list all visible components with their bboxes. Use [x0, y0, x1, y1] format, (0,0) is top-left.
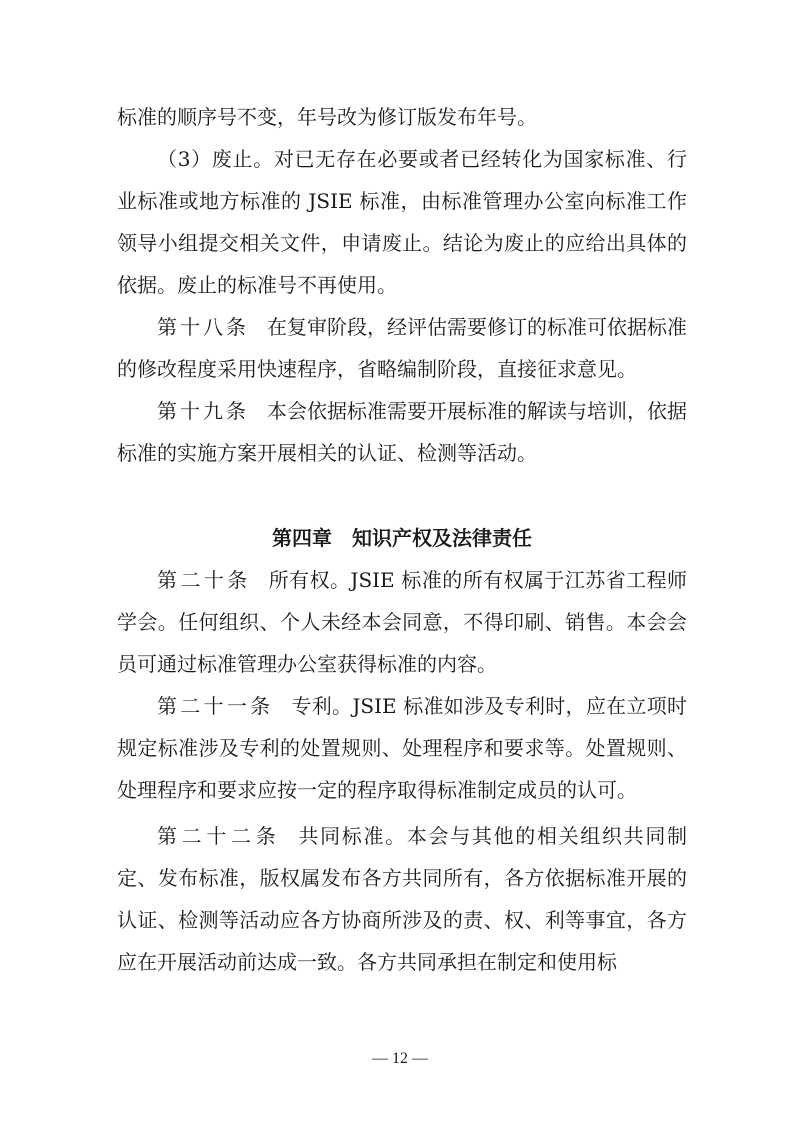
article-20	[117, 559, 687, 685]
article-21	[117, 685, 687, 811]
article-19-text: 本会依据标准需要开展标准的解读与培训，依据标准的实施方案开展相关的认证、检测等活动。	[117, 399, 687, 465]
page-number: — 12 —	[372, 1050, 428, 1067]
article-20-number: 第二十条	[157, 568, 251, 592]
paragraph-continuation: 标准的顺序号不变，年号改为修订版发布年号。	[117, 105, 537, 129]
article-18-text: 在复审阶段，经评估需要修订的标准可依据标准的修改程度采用快速程序，省略编制阶段，直接征求意见。	[117, 315, 687, 381]
article-19-number: 第十九条	[157, 399, 249, 423]
article-21-text: 专利。JSIE 标准如涉及专利时，应在立项时规定标准涉及专利的处置规则、处理程序和要求等。处置规则、处理程序和要求应按一定的程序取得标准制定成员的认可。	[117, 694, 688, 802]
article-22-text: 共同标准。本会与其他的相关组织共同制定、发布标准，版权属发布各方共同所有，各方依据标准开展的认证、检测等活动应各方协商所涉及的责、权、利等事宜，各方应在开展活动前达成一致。各方共同承担在制定和使用标	[117, 824, 688, 974]
body-text-top	[117, 96, 687, 474]
article-20-text: 所有权。JSIE 标准的所有权属于江苏省工程师学会。任何组织、个人未经本会同意，不得印刷、销售。本会会员可通过标准管理办公室获得标准的内容。	[117, 568, 688, 676]
chapter-title: 知识产权及法律责任	[352, 526, 532, 550]
article-18	[117, 306, 687, 390]
chapter-heading	[117, 517, 687, 559]
article-22-number: 第二十二条	[157, 824, 281, 848]
article-19	[117, 390, 687, 474]
paragraph-abolish: （3）废止。对已无存在必要或者已经转化为国家标准、行业标准或地方标准的 JSIE 标准，由标准管理办公室向标准工作领导小组提交相关文件，申请废止。结论为废止的应给出具体的依据。废止的标准号不再使用。	[117, 147, 687, 297]
article-21-number: 第二十一条	[157, 694, 274, 718]
chapter-number: 第四章	[272, 526, 332, 550]
article-22	[117, 815, 687, 983]
article-18-number: 第十八条	[157, 315, 249, 339]
body-text-bottom	[117, 559, 687, 983]
